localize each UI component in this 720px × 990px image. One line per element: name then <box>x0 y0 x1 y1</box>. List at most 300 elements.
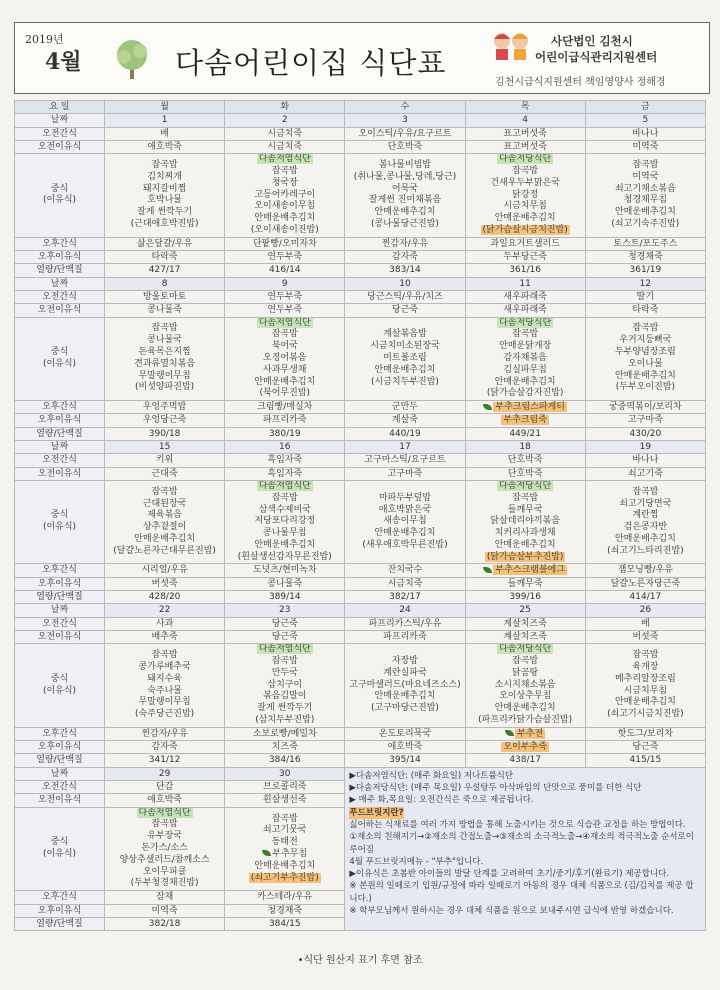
lunch-item <box>587 522 704 534</box>
lunch-item-text: 안매운배추김치 <box>254 376 316 387</box>
lunch-item <box>226 329 343 341</box>
am-porridge-cell <box>345 140 465 153</box>
date-cell-text: 10 <box>399 278 411 289</box>
date-cell <box>345 114 465 127</box>
pm-porridge-cell <box>585 414 705 427</box>
am-porridge-cell-text: 애호박죽 <box>147 141 182 152</box>
calorie-cell-text: 390/18 <box>148 428 181 439</box>
lunch-item <box>106 382 223 394</box>
pm-snack-cell-text: 군만두 <box>391 402 419 413</box>
calorie-cell <box>225 754 345 767</box>
lunch-item <box>346 184 463 196</box>
lunch-item <box>106 709 223 721</box>
footer-note: •식단 원산지 표기 후면 참조 <box>297 955 423 966</box>
pm-snack-cell-text: 핫도그/보리차 <box>617 728 673 739</box>
row-label-text: 열량/단백질 <box>36 755 83 766</box>
am-porridge-cell <box>585 304 705 317</box>
am-porridge-cell-text: 단호박죽 <box>387 141 423 152</box>
am-snack-cell-text: 파프리카스틱/우유 <box>368 618 442 629</box>
lunch-item <box>226 668 343 680</box>
pm-snack-cell-text: 우엉주먹밥 <box>142 402 187 413</box>
lunch-cell <box>345 644 465 728</box>
header-text: 화 <box>280 102 290 112</box>
lunch-item <box>106 686 223 698</box>
lunch-item <box>467 329 584 341</box>
row-label-text: 열량/단백질 <box>36 592 83 603</box>
week-3-am_snack-row <box>15 454 706 467</box>
lunch-item <box>106 323 223 335</box>
lunch-cell <box>465 644 585 728</box>
date-cell <box>345 441 465 454</box>
lunch-item-text: 잡곡밥 <box>151 650 178 661</box>
header-text: 요 일 <box>49 102 70 112</box>
am-porridge-cell-text: 고구마죽 <box>387 468 423 479</box>
lunch-item <box>467 703 584 715</box>
am-porridge-cell-text: 단호박죽 <box>507 468 543 479</box>
row-label <box>15 154 105 238</box>
am-porridge-cell-text: 파프리카죽 <box>383 631 427 642</box>
lunch-item <box>226 691 343 703</box>
lunch-item-text: 잘게썬 진미채볶음 <box>368 195 442 206</box>
calorie-cell-text: 440/19 <box>389 428 421 439</box>
leaf-icon <box>483 567 492 573</box>
lunch-item-text: 북어국 <box>271 341 298 352</box>
lunch-item <box>226 388 343 400</box>
lunch-item <box>106 487 223 499</box>
row-label <box>15 264 105 277</box>
lunch-item-text: 다솜저염식단 <box>138 807 191 818</box>
lunch-item <box>106 172 223 184</box>
lunch-item-text: (닭가슴살감자진밥) <box>486 388 564 399</box>
lunch-item-text: 안매운배추김치 <box>134 533 196 544</box>
pm-snack-cell-text: 토스트/포도주스 <box>613 238 678 249</box>
week-2-dates-row <box>15 277 706 290</box>
pm-porridge-cell-text: 오이부추죽 <box>503 742 547 753</box>
lunch-item-text: 무말랭이무침 <box>138 370 191 381</box>
lunch-item-text: 삼치구이 <box>267 679 303 690</box>
lunch-item-text: (달걀노른자근대무른진밥) <box>113 545 216 556</box>
lunch-item <box>467 481 584 493</box>
am-snack-cell <box>345 290 465 303</box>
lunch-item-text: 두부양념장조림 <box>614 347 676 358</box>
lunch-item <box>467 644 584 656</box>
lunch-item-text: 잡곡밥 <box>271 492 298 503</box>
lunch-item <box>467 388 584 400</box>
am-porridge-cell <box>225 630 345 643</box>
am-snack-cell-text: 오이스틱/우유/요구르트 <box>358 128 452 139</box>
am-porridge-cell-text: 흰살생선죽 <box>263 795 307 806</box>
pm-porridge-cell <box>105 414 225 427</box>
lunch-item <box>346 160 463 172</box>
lunch-item <box>226 656 343 668</box>
am-snack-cell-text: 단호박죽 <box>507 455 543 466</box>
lunch-item-text: 잡곡밥 <box>151 486 178 497</box>
lunch-cell <box>105 154 225 238</box>
am-porridge-cell-text: 흑임자죽 <box>267 468 303 479</box>
lunch-item <box>587 219 704 231</box>
row-label-text: 오전간식 <box>42 291 77 302</box>
calorie-cell-text: 389/14 <box>268 592 301 603</box>
calorie-cell-text: 415/15 <box>629 755 662 766</box>
calorie-cell-text: 427/17 <box>148 265 181 276</box>
lunch-item-text: 새송이무침 <box>383 516 427 527</box>
lunch-item <box>587 662 704 674</box>
lunch-item <box>467 680 584 692</box>
lunch-item <box>106 808 223 820</box>
lunch-item <box>587 172 704 184</box>
week-1-calorie-row <box>15 264 706 277</box>
lunch-item-text: (고구마당근진밥) <box>371 703 439 714</box>
lunch-item-text: 잡곡밥 <box>151 323 178 334</box>
lunch-item-text: 다솜저염식단 <box>258 317 311 328</box>
lunch-item-text: 돼지갈비찜 <box>142 183 187 194</box>
row-label <box>15 114 105 127</box>
week-4-lunch-row <box>15 644 706 728</box>
lunch-item-text: 오징어볶음 <box>263 352 307 363</box>
pm-porridge-cell-text: 연두부죽 <box>267 252 303 263</box>
lunch-item-text: 잡곡밥 <box>512 329 539 340</box>
lunch-item-text: 사과무생채 <box>263 364 307 375</box>
am-porridge-cell-text: 연두부죽 <box>267 305 303 316</box>
row-label <box>15 754 105 767</box>
lunch-item <box>106 335 223 347</box>
table-header-row <box>15 101 706 114</box>
am-porridge-cell-text: 버섯죽 <box>632 631 659 642</box>
calorie-cell <box>345 591 465 604</box>
calorie-cell-text: 341/12 <box>148 755 181 766</box>
date-cell <box>225 604 345 617</box>
lunch-item-text: 양상추샐러드/참깨소스 <box>119 854 210 865</box>
row-label-sub: (이유식) <box>42 848 77 859</box>
week-1-lunch-row <box>15 154 706 238</box>
pm-snack-cell-text: 소보로빵/메밀차 <box>252 728 317 739</box>
pm-porridge-cell <box>585 251 705 264</box>
am-snack-cell <box>465 290 585 303</box>
calorie-cell <box>105 427 225 440</box>
pm-snack-cell-text: 과일요거트샐러드 <box>490 238 560 249</box>
am-porridge-cell-text: 새우파래죽 <box>503 305 547 316</box>
lunch-item-text: (두부오이진밥) <box>615 382 675 393</box>
lunch-item-text: (비섯양파진밥) <box>135 382 195 393</box>
note-line: 푸드브릿지란? <box>349 807 404 818</box>
row-label-text: 오후이유식 <box>37 905 82 916</box>
lunch-item <box>467 201 584 213</box>
lunch-item <box>226 825 343 837</box>
lunch-item-text: 삼색수제비국 <box>258 504 311 515</box>
note-line: ▶다솜저당식단: (매주 목요일) 우설탕두 아삭파임의 단맛으로 풍미를 더한 식단 <box>349 783 642 794</box>
date-cell-text: 2 <box>281 115 288 126</box>
lunch-item <box>106 347 223 359</box>
week-3-pm_snack-row <box>15 564 706 577</box>
lunch-item-text: 마파두부덮밥 <box>378 492 432 503</box>
am-snack-cell <box>465 454 585 467</box>
header-text: 월 <box>160 102 169 112</box>
lunch-item-text: 오이상추무침 <box>499 691 552 702</box>
children-logo-icon <box>491 31 531 61</box>
pm-porridge-cell <box>225 577 345 590</box>
am-snack-cell <box>225 290 345 303</box>
pm-porridge-cell <box>345 741 465 754</box>
week-3-calorie-row <box>15 591 706 604</box>
lunch-item <box>587 697 704 709</box>
lunch-item <box>106 371 223 383</box>
row-label <box>15 767 105 780</box>
pm-porridge-cell <box>345 251 465 264</box>
lunch-item <box>226 715 343 727</box>
weekday-header <box>105 101 225 114</box>
date-cell <box>105 114 225 127</box>
lunch-item <box>587 650 704 662</box>
lunch-item-text: 부추무침 <box>272 848 308 859</box>
am-porridge-cell-text: 시금치죽 <box>267 141 303 152</box>
pm-snack-cell <box>585 401 705 414</box>
lunch-item-text: (쇠고기시금치진밥) <box>607 709 684 720</box>
calorie-cell <box>105 591 225 604</box>
note-line: ▶ 매주 화,목요일: 오전간식은 죽으로 제공됩니다. <box>349 795 534 806</box>
date-cell <box>225 441 345 454</box>
lunch-item-text: 안매운배추김치 <box>614 533 676 544</box>
pm-snack-cell <box>345 727 465 740</box>
lunch-item-text: 닭곰탕 <box>512 667 539 678</box>
row-label-text: 중식 <box>50 837 69 848</box>
am-snack-cell-text: 브로콜리죽 <box>263 782 307 793</box>
pm-porridge-cell-text: 고구마죽 <box>627 415 663 426</box>
lunch-item <box>587 323 704 335</box>
lunch-item <box>106 510 223 522</box>
am-snack-cell-text: 표고버섯죽 <box>503 128 547 139</box>
am-snack-cell <box>225 454 345 467</box>
calorie-cell <box>585 427 705 440</box>
pm-porridge-cell <box>465 251 585 264</box>
lunch-item <box>346 207 463 219</box>
lunch-cell <box>465 154 585 238</box>
calorie-cell-text: 383/14 <box>389 265 421 276</box>
lunch-item <box>106 195 223 207</box>
am-snack-cell <box>345 617 465 630</box>
row-label-text: 오전이유식 <box>37 468 82 479</box>
week-1-dates-row <box>15 114 706 127</box>
week-1-am_porridge-row <box>15 140 706 153</box>
lunch-item <box>587 546 704 558</box>
date-cell-text: 15 <box>158 442 171 453</box>
lunch-item <box>226 814 343 826</box>
row-label <box>15 467 105 480</box>
row-label <box>15 807 105 891</box>
date-cell <box>105 441 225 454</box>
calorie-cell-text: 449/21 <box>509 428 541 439</box>
pm-porridge-cell <box>465 577 585 590</box>
lunch-item-text: 메추리알장조림 <box>614 673 676 684</box>
calorie-cell-text: 428/20 <box>148 592 181 603</box>
date-cell-text: 8 <box>161 278 168 289</box>
am-porridge-cell <box>585 467 705 480</box>
lunch-item <box>587 359 704 371</box>
menu-table <box>14 100 706 931</box>
lunch-cell <box>225 807 345 891</box>
date-cell <box>465 441 585 454</box>
am-snack-cell <box>105 127 225 140</box>
lunch-item-text: 청국장 <box>271 177 298 188</box>
row-label-text: 날짜 <box>50 278 69 289</box>
row-label <box>15 290 105 303</box>
date-cell-text: 11 <box>519 278 531 289</box>
calorie-cell <box>465 427 585 440</box>
am-snack-cell <box>225 781 345 794</box>
calorie-cell-text: 414/17 <box>629 592 662 603</box>
pm-snack-cell-text: 부추전 <box>517 728 544 739</box>
row-label <box>15 237 105 250</box>
lunch-item-text: 오이나물 <box>627 358 663 369</box>
am-porridge-cell-text: 배추죽 <box>151 631 178 642</box>
pm-porridge-cell-text: 미역죽 <box>151 905 178 916</box>
pm-porridge-cell <box>345 414 465 427</box>
lunch-item <box>226 318 343 330</box>
lunch-item-text: 안매운배추김치 <box>254 539 316 550</box>
pm-snack-cell <box>465 237 585 250</box>
pm-snack-cell <box>585 727 705 740</box>
lunch-item-text: (닭가슴살부추진밥) <box>486 551 564 562</box>
pm-porridge-cell-text: 청경채죽 <box>267 905 303 916</box>
lunch-item-text: 계란찜 <box>632 510 659 521</box>
row-label-text: 오전간식 <box>42 782 77 793</box>
date-cell <box>465 604 585 617</box>
lunch-item-text: 유부장국 <box>147 831 182 842</box>
date-cell <box>225 767 345 780</box>
lunch-item <box>587 160 704 172</box>
calorie-cell <box>345 264 465 277</box>
week-1-pm_porridge-row <box>15 251 706 264</box>
lunch-item-text: 잡곡밥 <box>632 650 659 661</box>
row-label <box>15 427 105 440</box>
pm-snack-cell-text: 카스테라/우유 <box>257 892 313 903</box>
am-snack-cell-text: 고구마스틱/요구르트 <box>364 455 446 466</box>
lunch-cell <box>345 317 465 401</box>
week-1-am_snack-row <box>15 127 706 140</box>
lunch-item <box>106 219 223 231</box>
calorie-cell-text: 361/19 <box>629 265 662 276</box>
lunch-item-text: 견과류멸치볶음 <box>134 358 196 369</box>
lunch-item <box>106 819 223 831</box>
lunch-item-text: 자장밥 <box>391 656 419 667</box>
lunch-item-text: 다솜저염식단 <box>258 644 311 655</box>
lunch-item-text: 돈가스/소스 <box>141 843 188 854</box>
date-cell-text: 5 <box>642 115 649 126</box>
pm-snack-cell-text: 도넛츠/현미녹차 <box>252 565 317 576</box>
pm-snack-cell <box>225 237 345 250</box>
row-label <box>15 564 105 577</box>
pm-snack-cell <box>105 891 225 904</box>
lunch-item-text: 오이새송이무침 <box>254 201 316 212</box>
date-cell-text: 25 <box>519 605 531 616</box>
date-cell-text: 4 <box>522 115 529 126</box>
am-porridge-cell-text: 콩나물죽 <box>147 305 182 316</box>
am-snack-cell-text: 연두부죽 <box>267 291 303 302</box>
am-snack-cell-text: 배 <box>641 618 650 629</box>
weekday-header <box>225 101 345 114</box>
lunch-item-text: 청경채무침 <box>623 195 668 206</box>
week-2-am_porridge-row <box>15 304 706 317</box>
date-cell-text: 16 <box>279 442 291 453</box>
page-title: 다솜어린이집 식단표 <box>175 46 447 80</box>
date-cell <box>585 277 705 290</box>
lunch-item <box>587 347 704 359</box>
lunch-item <box>106 855 223 867</box>
lunch-cell <box>345 154 465 238</box>
pm-porridge-cell <box>105 251 225 264</box>
row-label <box>15 917 105 930</box>
lunch-cell <box>465 480 585 564</box>
am-porridge-cell <box>585 140 705 153</box>
pm-snack-cell-text: 단팥빵/오미자차 <box>252 238 317 249</box>
calorie-cell-text: 438/17 <box>509 755 541 766</box>
week-2-pm_porridge-row <box>15 414 706 427</box>
header-text: 수 <box>400 102 410 112</box>
pm-porridge-cell-text: 파프리카죽 <box>263 415 307 426</box>
pm-snack-cell <box>105 564 225 577</box>
row-label <box>15 480 105 564</box>
row-label-text: 중식 <box>50 673 69 684</box>
am-snack-cell-text: 배 <box>160 128 169 139</box>
pm-snack-cell <box>585 564 705 577</box>
pm-snack-cell-text: 궁중떡볶이/보리차 <box>609 402 682 413</box>
am-porridge-cell-text: 타락죽 <box>632 305 659 316</box>
lunch-item-text: 콩나물국 <box>147 335 182 346</box>
lunch-cell <box>105 480 225 564</box>
calorie-cell-text: 361/16 <box>509 265 541 276</box>
lunch-item-text: (쇠고기느타리진밥) <box>607 545 684 556</box>
lunch-item <box>226 166 343 178</box>
row-label <box>15 577 105 590</box>
am-snack-cell-text: 바나나 <box>632 128 659 139</box>
leaf-icon <box>483 404 492 410</box>
lunch-item-text: 치커리사과생채 <box>494 528 556 539</box>
lunch-item <box>346 219 463 231</box>
lunch-item <box>226 861 343 873</box>
pm-porridge-cell-text: 부추크림죽 <box>503 415 547 426</box>
year: 2019년 <box>25 33 64 46</box>
row-label-text: 오전간식 <box>42 455 77 466</box>
lunch-cell <box>225 317 345 401</box>
pm-snack-cell <box>105 401 225 414</box>
lunch-item-text: 안매운배추김치 <box>494 703 556 714</box>
note-line: ①재소의 친해지기→②재소의 간접노출→③재소의 소극적노출→④재소의 적극적노출 순서로이루어짐 <box>349 832 694 855</box>
lunch-item <box>106 867 223 879</box>
am-snack-cell <box>105 454 225 467</box>
calorie-cell-text: 395/14 <box>389 755 421 766</box>
date-cell <box>585 604 705 617</box>
lunch-item <box>467 505 584 517</box>
lunch-item-text: 저당포다리강정 <box>254 516 316 527</box>
date-cell <box>105 604 225 617</box>
pm-snack-cell-text: 잔치국수 <box>387 565 423 576</box>
org-name-1: 사단법인 김천시 <box>551 34 633 48</box>
lunch-item-text: 시금치무침 <box>623 685 668 696</box>
lunch-item-text: (숙주당근진밥) <box>135 709 195 720</box>
lunch-item <box>226 540 343 552</box>
am-snack-cell <box>345 454 465 467</box>
lunch-item <box>106 650 223 662</box>
pm-snack-cell <box>585 237 705 250</box>
lunch-item <box>587 499 704 511</box>
lunch-item-text: 돈육목은지찜 <box>138 347 191 358</box>
calorie-cell-text: 380/19 <box>268 428 301 439</box>
am-porridge-cell-text: 미역죽 <box>632 141 659 152</box>
lunch-item <box>226 154 343 166</box>
am-snack-cell-text: 새우파래죽 <box>503 291 547 302</box>
pm-snack-cell-text: 부추크림스파게티 <box>495 402 565 413</box>
week-3-lunch-row <box>15 480 706 564</box>
calorie-cell <box>105 754 225 767</box>
